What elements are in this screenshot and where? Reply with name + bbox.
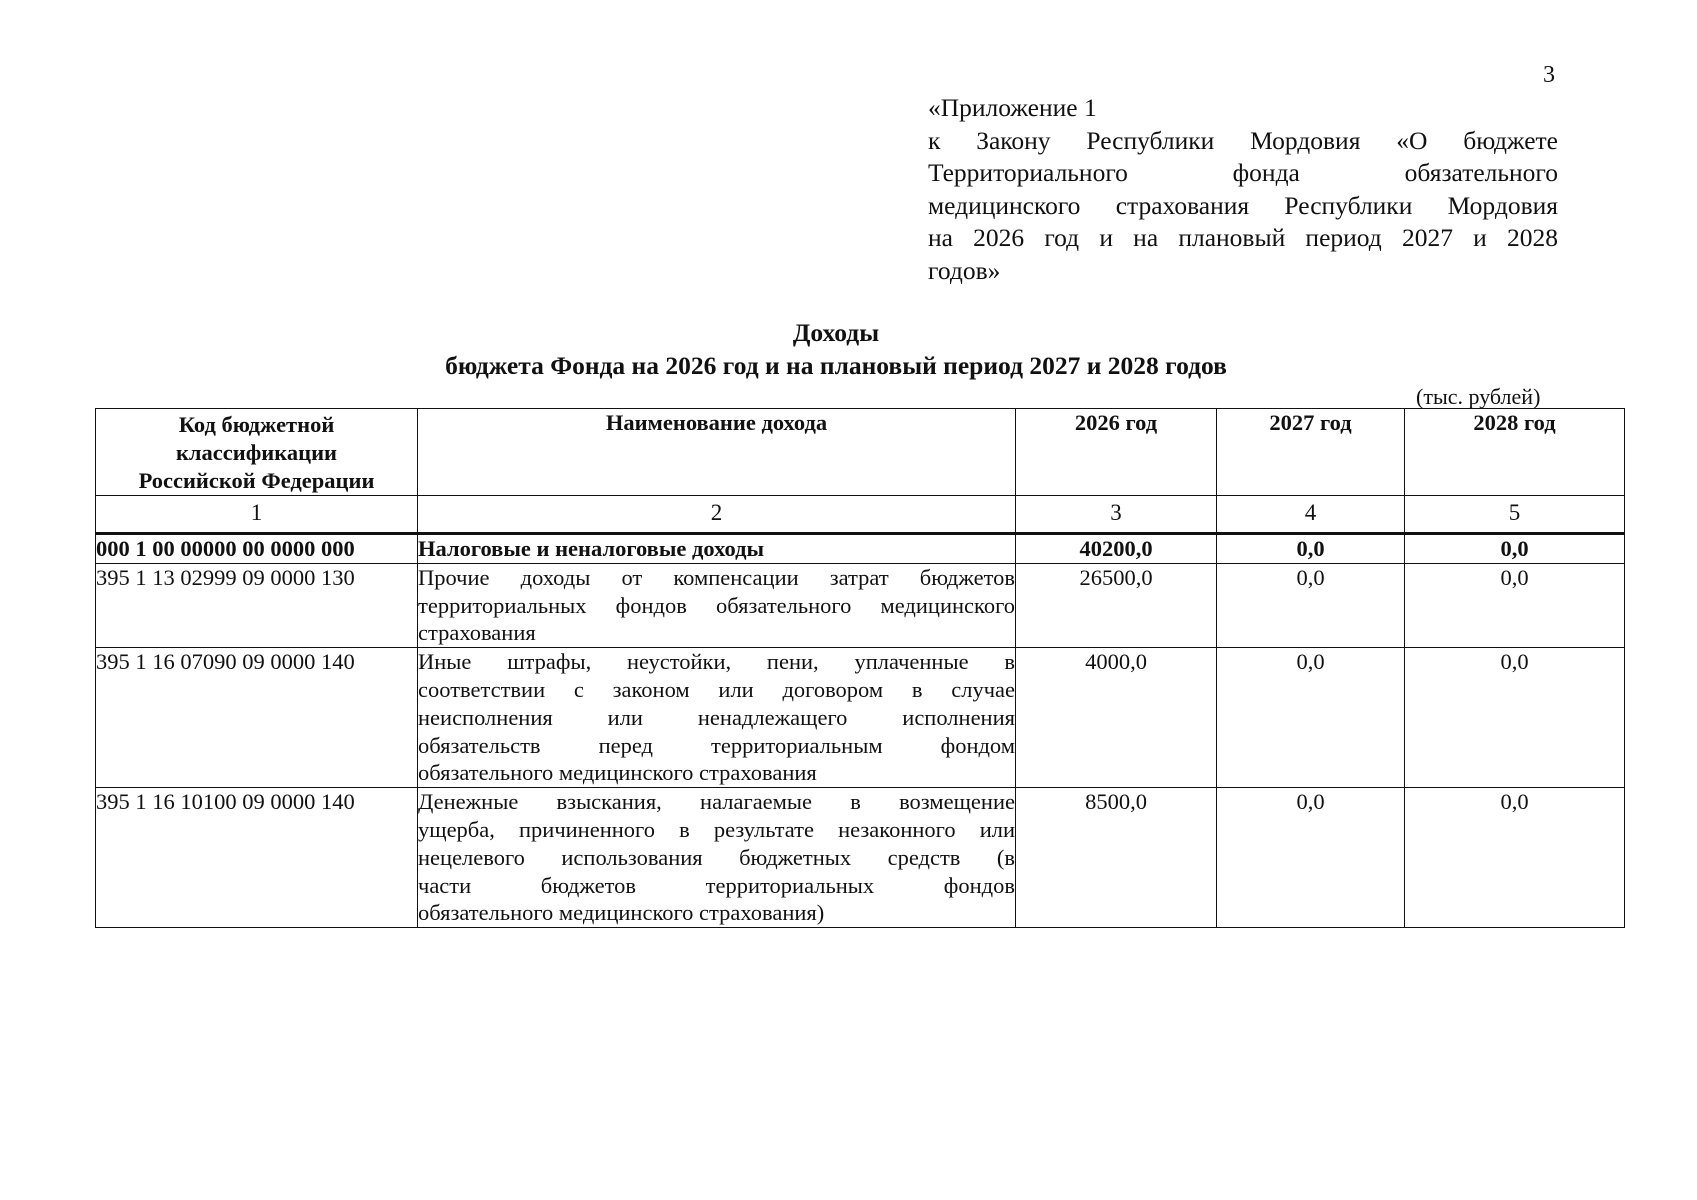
column-number: 2 bbox=[418, 496, 1016, 534]
value-2027: 0,0 bbox=[1217, 563, 1405, 647]
value-2027: 0,0 bbox=[1217, 648, 1405, 788]
value-2026: 8500,0 bbox=[1016, 788, 1217, 928]
income-code: 395 1 16 10100 09 0000 140 bbox=[96, 788, 418, 928]
income-code: 395 1 16 07090 09 0000 140 bbox=[96, 648, 418, 788]
income-name-line: обязательного медицинского страхования) bbox=[418, 900, 825, 926]
appendix-line: Территориального фонда обязательного bbox=[928, 158, 1558, 187]
income-name-line: части бюджетов территориальных фондов bbox=[418, 872, 1015, 898]
appendix-line: «Приложение 1 bbox=[928, 93, 1097, 122]
header-2027: 2027 год bbox=[1217, 409, 1405, 496]
income-name-line: территориальных фондов обязательного медицинского bbox=[418, 592, 1015, 618]
header-name: Наименование дохода bbox=[418, 409, 1016, 496]
income-name-line: неисполнения или ненадлежащего исполнения bbox=[418, 704, 1015, 730]
income-name bbox=[418, 648, 1016, 788]
value-2027: 0,0 bbox=[1217, 788, 1405, 928]
header-2028: 2028 год bbox=[1405, 409, 1625, 496]
column-number: 5 bbox=[1405, 496, 1625, 534]
income-name bbox=[418, 534, 1016, 564]
table-row bbox=[96, 563, 1625, 647]
column-number: 1 bbox=[96, 496, 418, 534]
page-number: 3 bbox=[1543, 62, 1555, 88]
appendix-line: на 2026 год и на плановый период 2027 и 2028 bbox=[928, 223, 1558, 252]
header-2026: 2026 год bbox=[1016, 409, 1217, 496]
income-name bbox=[418, 563, 1016, 647]
document-title: Доходы bbox=[792, 318, 880, 347]
header-code: Код бюджетной классификации Российской Федерации bbox=[96, 409, 418, 496]
value-2028: 0,0 bbox=[1405, 534, 1625, 564]
value-2026: 40200,0 bbox=[1016, 534, 1217, 564]
table-row bbox=[96, 788, 1625, 928]
value-2026: 4000,0 bbox=[1016, 648, 1217, 788]
value-2026: 26500,0 bbox=[1016, 563, 1217, 647]
appendix-header bbox=[928, 92, 1558, 287]
table-header-row bbox=[96, 409, 1625, 496]
column-number: 4 bbox=[1217, 496, 1405, 534]
income-name-line: страхования bbox=[418, 620, 536, 646]
appendix-line: медицинского страхования Республики Мордовия bbox=[928, 190, 1558, 220]
appendix-line: к Закону Республики Мордовия «О бюджете bbox=[928, 125, 1558, 155]
income-name-line: нецелевого использования бюджетных средств (в bbox=[418, 844, 1015, 870]
income-code: 395 1 13 02999 09 0000 130 bbox=[96, 563, 418, 647]
income-name-line: Прочие доходы от компенсации затрат бюджетов bbox=[418, 564, 1015, 590]
income-name-line: Иные штрафы, неустойки, пени, уплаченные в bbox=[418, 649, 1015, 675]
table-row bbox=[96, 648, 1625, 788]
income-name-line: соответствии с законом или договором в случае bbox=[418, 676, 1015, 702]
table-row bbox=[96, 534, 1625, 564]
value-2027: 0,0 bbox=[1217, 534, 1405, 564]
income-name-line: ущерба, причиненного в результате незаконного или bbox=[418, 816, 1015, 842]
income-name-line: Налоговые и неналоговые доходы bbox=[418, 536, 765, 561]
column-number: 3 bbox=[1016, 496, 1217, 534]
income-name bbox=[418, 788, 1016, 928]
income-name-line: обязательств перед территориальным фондом bbox=[418, 732, 1015, 758]
units-label: (тыс. рублей) bbox=[1416, 384, 1541, 409]
value-2028: 0,0 bbox=[1405, 788, 1625, 928]
income-name-line: обязательного медицинского страхования bbox=[418, 760, 817, 786]
income-code: 000 1 00 00000 00 0000 000 bbox=[96, 534, 418, 564]
income-table bbox=[95, 408, 1625, 928]
value-2028: 0,0 bbox=[1405, 563, 1625, 647]
value-2028: 0,0 bbox=[1405, 648, 1625, 788]
document-subtitle: бюджета Фонда на 2026 год и на плановый период 2027 и 2028 годов bbox=[445, 351, 1227, 380]
column-number-row bbox=[96, 496, 1625, 534]
income-name-line: Денежные взыскания, налагаемые в возмещение bbox=[418, 789, 1015, 815]
appendix-line: годов» bbox=[928, 255, 1001, 285]
